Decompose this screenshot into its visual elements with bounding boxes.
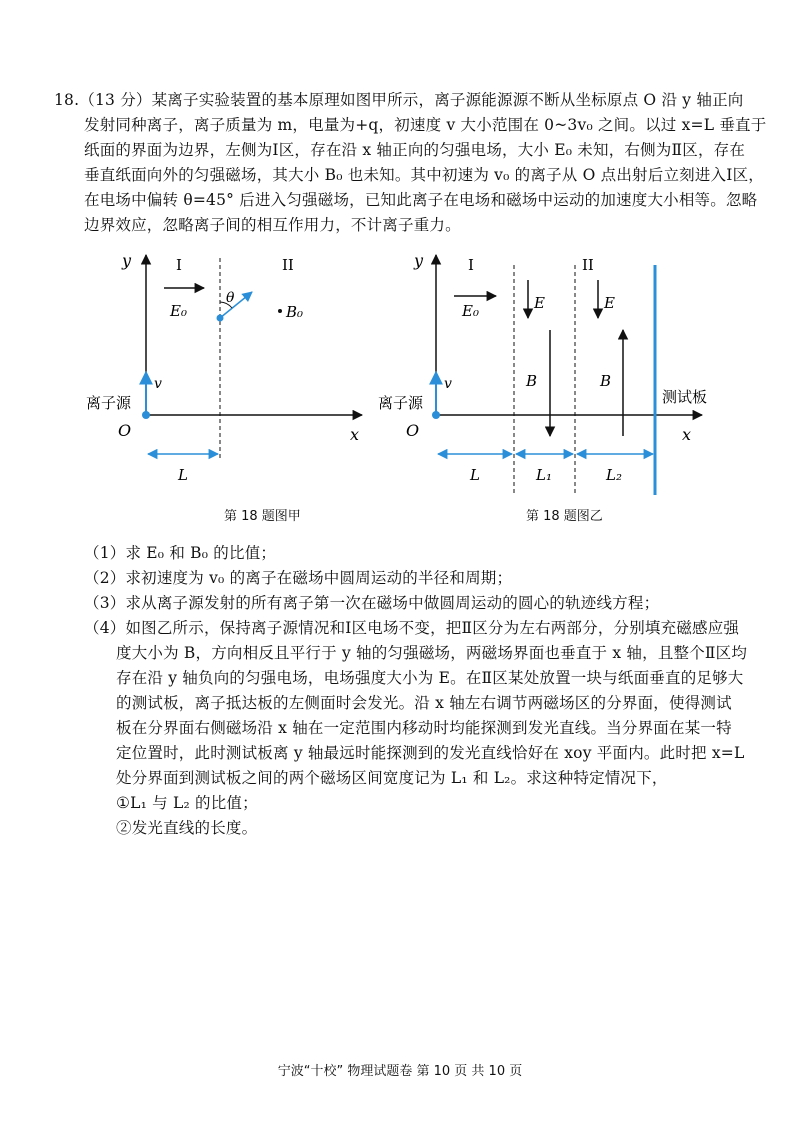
fig2-b-label-1: B [526,372,538,390]
fig1-origin: O [118,421,132,440]
fig2-source-label: 离子源 [378,394,424,412]
fig2-board-label: 测试板 [662,388,708,406]
fig1-field-label: E₀ [170,302,187,320]
subquestion-3: （3）求从离子源发射的所有离子第一次在磁场中做圆周运动的圆心的轨迹线方程； [84,594,660,612]
figure-1-caption: 第 18 题图甲 [224,509,301,524]
figure-2-caption: 第 18 题图乙 [526,509,603,524]
question-line-4: 垂直纸面向外的匀强磁场，其大小 B₀ 也未知。其中初速为 v₀ 的离子从 O 点出射后立刻进入Ⅰ区， [84,166,764,184]
fig2-x-label: x [682,425,692,444]
fig1-width-label: L [178,466,188,484]
question-line-2: 发射同种离子，离子质量为 m，电量为+q，初速度 v 大小范围在 0~3v₀ 之间。以过 x=L 垂直于 [84,116,767,134]
fig2-field-label: E₀ [462,302,479,320]
fig2-y-label: y [414,251,424,270]
fig2-width-label-2: L₁ [536,466,552,484]
page-footer: 宁波“十校” 物理试题卷 第 10 页 共 10 页 [277,1064,523,1079]
fig1-y-label: y [122,251,132,270]
fig1-region-1: I [176,256,182,274]
fig2-region-2: II [582,256,594,274]
fig1-velocity-label: v [154,376,162,392]
fig2-source-point [432,411,440,419]
subquestion-4-part-1: ①L₁ 与 L₂ 的比值； [116,794,258,812]
subquestion-1: （1）求 E₀ 和 B₀ 的比值； [84,544,277,562]
fig2-b-label-2: B [600,372,612,390]
fig2-e-label-1: E [534,294,545,312]
subquestion-4-line-7: 处分界面到测试板之间的两个磁场区间宽度记为 L₁ 和 L₂。求这种特定情况下， [116,769,668,787]
figure-area [70,240,720,500]
question-line-5: 在电场中偏转 θ=45° 后进入匀强磁场，已知此离子在电场和磁场中运动的加速度大小相等。忽略 [84,191,758,209]
fig2-width-label-3: L₂ [606,466,622,484]
fig1-velocity-arrow [220,292,252,318]
subquestion-2: （2）求初速度为 v₀ 的离子在磁场中圆周运动的半径和周期； [84,569,513,587]
fig2-width-label-1: L [470,466,480,484]
subquestion-4-line-6: 定位置时，此时测试板离 y 轴最远时能探测到的发光直线恰好在 xoy 平面内。此时把 x=L [116,744,745,762]
fig1-angle-label: θ [226,290,235,306]
fig1-magnetic-dot [278,309,282,313]
subquestion-4-part-2: ②发光直线的长度。 [116,819,258,837]
fig2-velocity-label: v [444,376,452,392]
subquestion-4-line-4: 的测试板，离子抵达板的左侧面时会发光。沿 x 轴左右调节两磁场区的分界面，使得测试 [116,694,732,712]
fig2-e-label-2: E [604,294,615,312]
fig1-magnetic-label: B₀ [286,303,304,321]
figure-2 [378,251,707,495]
question-line-1: 18.（13 分）某离子实验装置的基本原理如图甲所示，离子源能源源不断从坐标原点 O 沿 y 轴正向 [54,91,744,109]
question-line-3: 纸面的界面为边界，左侧为Ⅰ区，存在沿 x 轴正向的匀强电场，大小 E₀ 未知，右侧为Ⅱ区，存在 [84,141,746,159]
figure-1 [86,251,362,484]
fig1-x-label: x [350,425,360,444]
subquestion-4-line-3: 存在沿 y 轴负向的匀强电场，电场强度大小为 E。在Ⅱ区某处放置一块与纸面垂直的足够大 [116,669,744,687]
subquestion-4-line-2: 度大小为 B，方向相反且平行于 y 轴的匀强磁场，两磁场界面也垂直于 x 轴，且整个Ⅱ区均 [116,644,748,662]
fig1-source-label: 离子源 [86,394,132,412]
fig1-source-point [142,411,150,419]
fig2-origin: O [406,421,420,440]
subquestion-4-line-5: 板在分界面右侧磁场沿 x 轴在一定范围内移动时均能探测到发光直线。当分界面在某一特 [116,719,732,737]
fig1-region-2: II [282,256,294,274]
fig2-region-1: I [468,256,474,274]
question-line-6: 边界效应，忽略离子间的相互作用力，不计离子重力。 [84,216,461,234]
subquestion-4-line-1: （4）如图乙所示，保持离子源情况和Ⅰ区电场不变，把Ⅱ区分为左右两部分，分别填充磁感应强 [84,619,740,637]
